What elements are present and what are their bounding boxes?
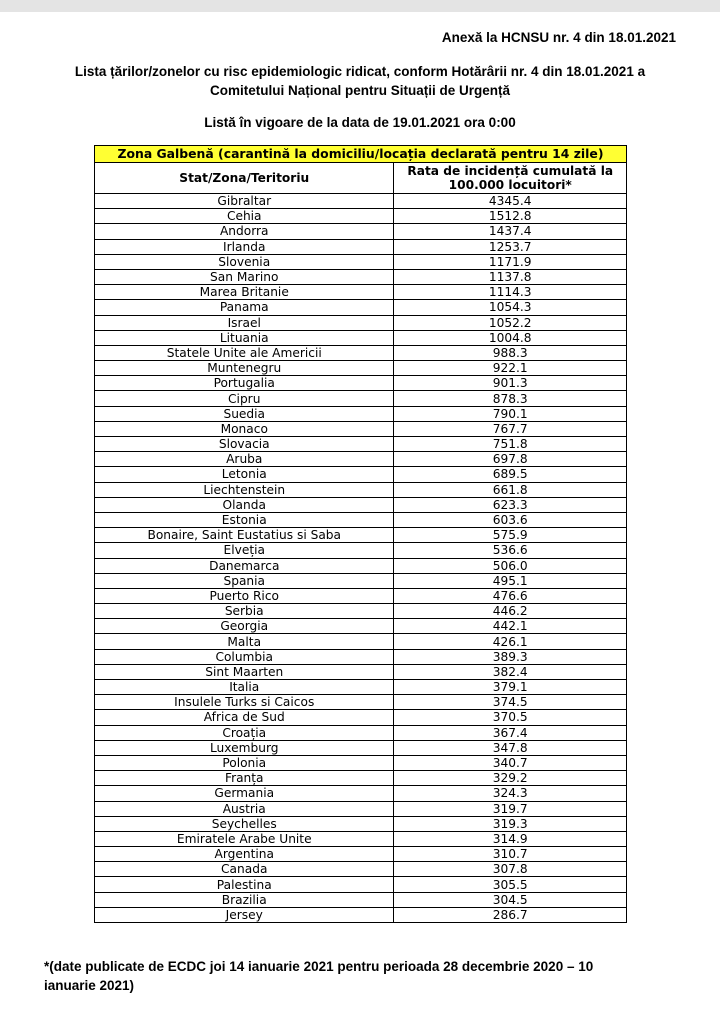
rate-cell: 751.8 <box>394 437 627 452</box>
country-cell: Emiratele Arabe Unite <box>95 831 394 846</box>
country-cell: Jersey <box>95 907 394 922</box>
rate-cell: 340.7 <box>394 755 627 770</box>
rate-cell: 689.5 <box>394 467 627 482</box>
country-cell: Cipru <box>95 391 394 406</box>
country-cell: Estonia <box>95 512 394 527</box>
table-row <box>95 907 627 922</box>
rate-cell: 4345.4 <box>394 194 627 209</box>
country-cell: Muntenegru <box>95 361 394 376</box>
table-row <box>95 285 627 300</box>
table-row <box>95 437 627 452</box>
rate-cell: 442.1 <box>394 619 627 634</box>
table-row <box>95 634 627 649</box>
rate-cell: 1171.9 <box>394 254 627 269</box>
rate-cell: 370.5 <box>394 710 627 725</box>
country-cell: San Marino <box>95 269 394 284</box>
rate-cell: 1114.3 <box>394 285 627 300</box>
table-row <box>95 467 627 482</box>
footnote-line-2: ianuarie 2021) <box>44 978 135 993</box>
country-cell: Germania <box>95 786 394 801</box>
country-cell: Canada <box>95 862 394 877</box>
rate-header-line-1: Rata de incidență cumulată la <box>407 164 614 178</box>
table-row <box>95 452 627 467</box>
country-cell: Slovenia <box>95 254 394 269</box>
countries-table <box>94 145 627 923</box>
country-cell: Danemarca <box>95 558 394 573</box>
table-row <box>95 664 627 679</box>
table-row <box>95 725 627 740</box>
rate-cell: 901.3 <box>394 376 627 391</box>
table-row <box>95 877 627 892</box>
rate-cell: 389.3 <box>394 649 627 664</box>
rate-cell: 603.6 <box>394 512 627 527</box>
table-row <box>95 421 627 436</box>
table-row <box>95 209 627 224</box>
table-row <box>95 224 627 239</box>
table-row <box>95 786 627 801</box>
table-row <box>95 588 627 603</box>
rate-cell: 1052.2 <box>394 315 627 330</box>
table-row <box>95 619 627 634</box>
table-row <box>95 482 627 497</box>
table-row <box>95 604 627 619</box>
table-row <box>95 771 627 786</box>
table-row <box>95 710 627 725</box>
country-cell: Serbia <box>95 604 394 619</box>
country-cell: Sint Maarten <box>95 664 394 679</box>
table-row <box>95 300 627 315</box>
table-row <box>95 649 627 664</box>
table-row <box>95 345 627 360</box>
table-row <box>95 847 627 862</box>
table-row <box>95 573 627 588</box>
rate-cell: 1137.8 <box>394 269 627 284</box>
table-row <box>95 892 627 907</box>
rate-cell: 426.1 <box>394 634 627 649</box>
rate-cell: 506.0 <box>394 558 627 573</box>
table-row <box>95 376 627 391</box>
country-cell: Slovacia <box>95 437 394 452</box>
rate-cell: 286.7 <box>394 907 627 922</box>
table-row <box>95 695 627 710</box>
rate-cell: 767.7 <box>394 421 627 436</box>
country-cell: Elveția <box>95 543 394 558</box>
country-cell: Insulele Turks si Caicos <box>95 695 394 710</box>
table-row <box>95 512 627 527</box>
table-row <box>95 239 627 254</box>
country-cell: Argentina <box>95 847 394 862</box>
table-row <box>95 862 627 877</box>
country-cell: Portugalia <box>95 376 394 391</box>
table-row <box>95 406 627 421</box>
country-cell: Africa de Sud <box>95 710 394 725</box>
annex-reference: Anexă la HCNSU nr. 4 din 18.01.2021 <box>441 30 676 45</box>
country-cell: Croația <box>95 725 394 740</box>
document-title <box>0 62 720 100</box>
country-cell: Polonia <box>95 755 394 770</box>
country-cell: Puerto Rico <box>95 588 394 603</box>
rate-cell: 697.8 <box>394 452 627 467</box>
country-cell: Irlanda <box>95 239 394 254</box>
table-row <box>95 680 627 695</box>
rate-cell: 347.8 <box>394 740 627 755</box>
country-cell: Israel <box>95 315 394 330</box>
table-row <box>95 816 627 831</box>
table-row <box>95 391 627 406</box>
rate-cell: 623.3 <box>394 497 627 512</box>
rate-cell: 446.2 <box>394 604 627 619</box>
table-row <box>95 361 627 376</box>
column-header-country: Stat/Zona/Teritoriu <box>95 163 394 194</box>
rate-cell: 988.3 <box>394 345 627 360</box>
rate-cell: 382.4 <box>394 664 627 679</box>
zone-header: Zona Galbenă (carantină la domiciliu/locația declarată pentru 14 zile) <box>95 146 627 163</box>
rate-cell: 329.2 <box>394 771 627 786</box>
table-row <box>95 740 627 755</box>
country-cell: Statele Unite ale Americii <box>95 345 394 360</box>
viewer-top-bar <box>0 0 720 12</box>
country-cell: Suedia <box>95 406 394 421</box>
table-row <box>95 330 627 345</box>
rate-cell: 1004.8 <box>394 330 627 345</box>
country-cell: Panama <box>95 300 394 315</box>
rate-cell: 314.9 <box>394 831 627 846</box>
table-row <box>95 831 627 846</box>
country-cell: Columbia <box>95 649 394 664</box>
country-cell: Marea Britanie <box>95 285 394 300</box>
country-cell: Aruba <box>95 452 394 467</box>
country-cell: Palestina <box>95 877 394 892</box>
country-cell: Seychelles <box>95 816 394 831</box>
table-row <box>95 254 627 269</box>
rate-cell: 1512.8 <box>394 209 627 224</box>
country-cell: Gibraltar <box>95 194 394 209</box>
rate-cell: 575.9 <box>394 528 627 543</box>
rate-cell: 922.1 <box>394 361 627 376</box>
table-row <box>95 194 627 209</box>
country-cell: Olanda <box>95 497 394 512</box>
country-cell: Andorra <box>95 224 394 239</box>
country-cell: Lituania <box>95 330 394 345</box>
rate-cell: 1054.3 <box>394 300 627 315</box>
table-row <box>95 269 627 284</box>
rate-cell: 367.4 <box>394 725 627 740</box>
rate-cell: 495.1 <box>394 573 627 588</box>
country-cell: Monaco <box>95 421 394 436</box>
table-row <box>95 528 627 543</box>
country-cell: Cehia <box>95 209 394 224</box>
rate-cell: 319.7 <box>394 801 627 816</box>
column-header-rate <box>394 163 627 194</box>
rate-cell: 536.6 <box>394 543 627 558</box>
country-cell: Luxemburg <box>95 740 394 755</box>
rate-cell: 379.1 <box>394 680 627 695</box>
table-body <box>95 194 627 923</box>
rate-header-line-2: 100.000 locuitori* <box>448 178 572 192</box>
country-cell: Brazilia <box>95 892 394 907</box>
rate-cell: 307.8 <box>394 862 627 877</box>
table-row <box>95 543 627 558</box>
footnote-line-1: *(date publicate de ECDC joi 14 ianuarie 2021 pentru perioada 28 decembrie 2020 – 10 <box>44 959 594 974</box>
rate-cell: 324.3 <box>394 786 627 801</box>
rate-cell: 304.5 <box>394 892 627 907</box>
rate-cell: 1253.7 <box>394 239 627 254</box>
title-line-1: Lista țărilor/zonelor cu risc epidemiologic ridicat, conform Hotărârii nr. 4 din 18.01.2021 a <box>74 64 646 79</box>
table-row <box>95 558 627 573</box>
rate-cell: 1437.4 <box>394 224 627 239</box>
rate-cell: 878.3 <box>394 391 627 406</box>
validity-date: Listă în vigoare de la data de 19.01.2021 ora 0:00 <box>204 115 516 130</box>
country-cell: Bonaire, Saint Eustatius si Saba <box>95 528 394 543</box>
country-cell: Franța <box>95 771 394 786</box>
table-row <box>95 497 627 512</box>
rate-cell: 790.1 <box>394 406 627 421</box>
rate-cell: 319.3 <box>394 816 627 831</box>
footnote <box>44 957 664 995</box>
table-row <box>95 755 627 770</box>
country-cell: Georgia <box>95 619 394 634</box>
rate-cell: 476.6 <box>394 588 627 603</box>
rate-cell: 305.5 <box>394 877 627 892</box>
country-cell: Malta <box>95 634 394 649</box>
country-cell: Liechtenstein <box>95 482 394 497</box>
country-cell: Italia <box>95 680 394 695</box>
country-cell: Austria <box>95 801 394 816</box>
rate-cell: 374.5 <box>394 695 627 710</box>
country-cell: Spania <box>95 573 394 588</box>
rate-cell: 310.7 <box>394 847 627 862</box>
country-cell: Letonia <box>95 467 394 482</box>
table-row <box>95 801 627 816</box>
rate-cell: 661.8 <box>394 482 627 497</box>
table-row <box>95 315 627 330</box>
title-line-2: Comitetului Național pentru Situații de Urgență <box>209 83 510 98</box>
